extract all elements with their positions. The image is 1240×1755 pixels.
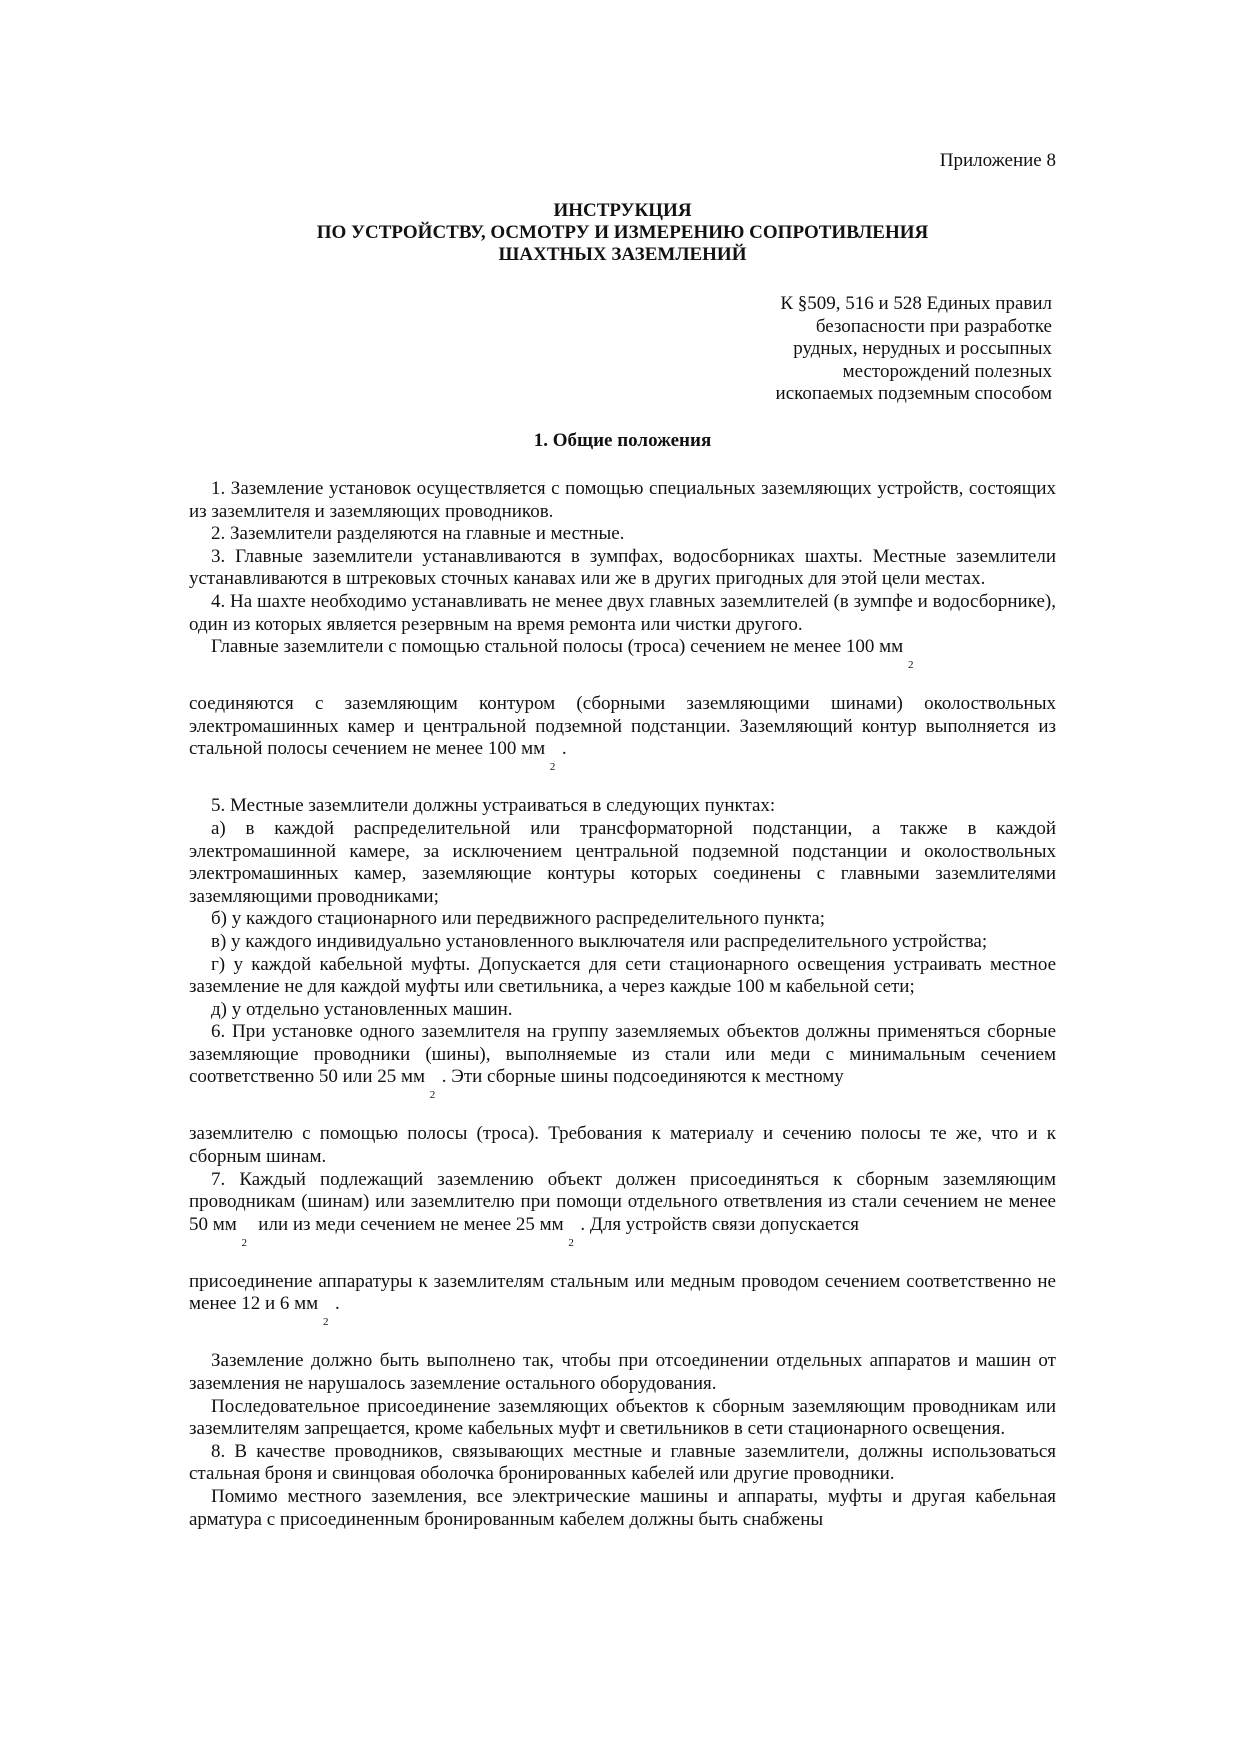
paragraph-11: д) у отдельно установленных машин. (211, 998, 513, 1020)
paragraph-6: 5. Местные заземлители должны устраиваться в следующих пунктах: (211, 795, 776, 817)
paragraph-4: 4. На шахте необходимо устанавливать не менее двух главных заземлителей (в зумпфе и водосборнике), один из которых является резервным на время ремонта или чистки другого. (189, 590, 1056, 635)
paragraph-13-continued (189, 1271, 1056, 1329)
exponent: 2 (241, 1236, 248, 1249)
paragraph-2: 2. Заземлители разделяются на главные и местные. (211, 523, 625, 545)
paragraph-5-part-c: . (561, 738, 567, 760)
paragraph-12-continued: заземлителю с помощью полосы (троса). Требования к материалу и сечению полосы те же, что и к сборным шинам. (189, 1123, 1056, 1168)
title-line-3: ШАХТНЫХ ЗАЗЕМЛЕНИЙ (498, 244, 747, 265)
paragraph-12 (189, 1021, 1056, 1101)
exponent: 2 (907, 659, 914, 672)
paragraph-12-part-a: 6. При установке одного заземлителя на группу заземляемых объектов должны применяться сборные заземляющие проводники (шины), выполняемые из стали или меди с минимальным сечением соответственно 50 или 25 мм (189, 1021, 1056, 1088)
paragraph-13-part-e: . (334, 1293, 340, 1315)
paragraph-7: а) в каждой распределительной или трансформаторной подстанции, а также в каждой электромашинной камере, за исключением центральной подземной подстанции и околоствольных электромашинных камер, заземляющие контуры которых соединены с главными заземлителями заземляющими проводниками; (189, 817, 1056, 907)
paragraph-16: 8. В качестве проводников, связывающих местные и главные заземлители, должны использоваться стальная броня и свинцовая оболочка бронированных кабелей или другие проводники. (189, 1440, 1056, 1485)
exponent: 2 (568, 1236, 574, 1249)
exponent: 2 (549, 761, 556, 774)
paragraph-5 (189, 636, 1056, 671)
paragraph-14: Заземление должно быть выполнено так, чтобы при отсоединении отдельных аппаратов и машин от заземления не нарушалось заземление остального оборудования. (189, 1350, 1056, 1395)
paragraph-5-part-b: соединяются с заземляющим контуром (сборными заземляющими шинами) околоствольных электромашинных камер и центральной подземной подстанции. Заземляющий контур выполняется из стальной полосы сечением не менее 100 мм (189, 693, 1056, 760)
paragraph-13-part-a: 7. Каждый подлежащий заземлению объект должен присоединяться к сборным заземляющим проводникам (шинам) или заземлителю при помощи отдельного ответвления из стали сечением не менее 50 мм (189, 1168, 1056, 1235)
paragraph-13-part-c: . Для устройств связи допускается (580, 1213, 860, 1235)
paragraph-10: г) у каждой кабельной муфты. Допускается для сети стационарного освещения устраивать местное заземление не для каждой муфты или светильника, а через каждые 100 м кабельной сети; (189, 953, 1056, 998)
reference-line-2: безопасности при разработке (815, 315, 1052, 337)
paragraph-17: Помимо местного заземления, все электрические машины и аппараты, муфты и другая кабельная арматура с присоединенным бронированным кабелем должны быть снабжены (189, 1486, 1056, 1530)
document-title (189, 200, 1056, 266)
paragraph-13 (189, 1169, 1056, 1249)
document-body (189, 478, 1056, 1531)
paragraph-1: 1. Заземление установок осуществляется с помощью специальных заземляющих устройств, состоящих из заземлителя и заземляющих проводников. (189, 478, 1056, 522)
title-line-1: ИНСТРУКЦИЯ (553, 200, 692, 221)
reference-line-5: ископаемых подземным способом (775, 383, 1052, 404)
section-heading: 1. Общие положения (533, 430, 712, 451)
paragraph-13-part-b: или из меди сечением не менее 25 мм (258, 1213, 564, 1235)
reference-line-1: К §509, 516 и 528 Единых правил (780, 293, 1052, 314)
exponent: 2 (322, 1316, 329, 1329)
reference-line-4: месторождений полезных (842, 360, 1052, 382)
paragraph-13-part-d: присоединение аппаратуры к заземлителям стальным или медным проводом сечением соответственно не менее 12 и 6 мм (189, 1270, 1056, 1315)
paragraph-8: б) у каждого стационарного или передвижного распределительного пункта; (211, 908, 825, 930)
paragraph-9: в) у каждого индивидуально установленного выключателя или распределительного устройства; (211, 930, 988, 952)
paragraph-5-continued (189, 693, 1056, 773)
reference-line-3: рудных, нерудных и россыпных (793, 338, 1052, 359)
paragraph-3: 3. Главные заземлители устанавливаются в зумпфах, водосборниках шахты. Местные заземлители устанавливаются в штрековых сточных канавах или же в других пригодных для этой цели местах. (189, 545, 1056, 590)
rules-reference (776, 293, 1056, 406)
paragraph-5-part-a: Главные заземлители с помощью стальной полосы (троса) сечением не менее 100 мм (211, 636, 904, 658)
exponent: 2 (429, 1089, 436, 1102)
appendix-label: Приложение 8 (939, 150, 1056, 171)
paragraph-12-part-b: . Эти сборные шины подсоединяются к местному (441, 1066, 844, 1088)
paragraph-15: Последовательное присоединение заземляющих объектов к сборным заземляющим проводникам или заземлителям запрещается, кроме кабельных муфт и светильников в сети стационарного освещения. (189, 1395, 1056, 1440)
title-line-2: ПО УСТРОЙСТВУ, ОСМОТРУ И ИЗМЕРЕНИЮ СОПРОТИВЛЕНИЯ (316, 222, 929, 243)
